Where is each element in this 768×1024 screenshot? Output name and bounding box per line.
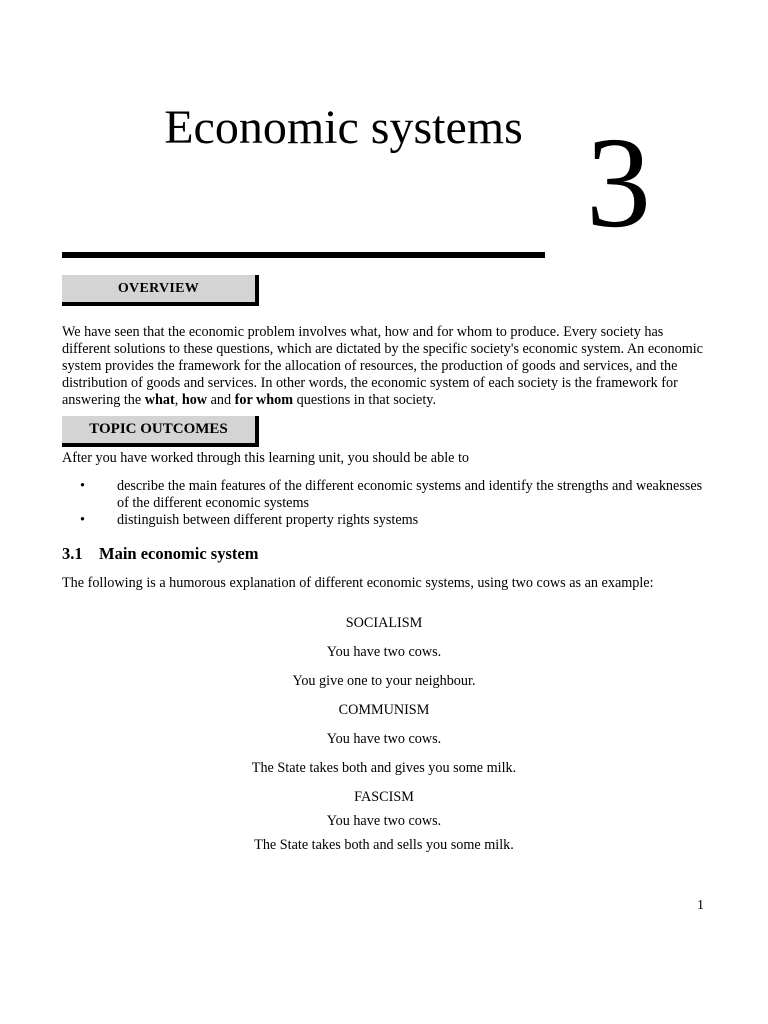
bold-how: how [181,392,208,408]
overview-separator-2: and [207,392,235,408]
list-item-text: distinguish between different property rights systems [117,512,419,528]
bold-what: what [144,392,175,408]
title-rule [62,252,545,258]
bold-for-whom: for whom [234,392,294,408]
communism-heading: COMMUNISM [338,702,430,718]
communism-line-2: The State takes both and gives you some milk. [251,760,517,776]
section-intro: The following is a humorous explanation of different economic systems, using two cows as an example: [62,575,654,591]
section-heading [62,544,258,564]
socialism-heading: SOCIALISM [345,615,423,631]
page-number: 1 [697,898,704,913]
bullet-icon: • [80,512,85,528]
list-item [62,478,712,512]
outcomes-intro: After you have worked through this learning unit, you should be able to [62,450,470,466]
overview-text-part-2: questions in that society. [293,392,437,408]
bullet-icon: • [80,478,85,494]
fascism-heading: FASCISM [354,789,414,805]
section-number: 3.1 [62,544,83,563]
socialism-line-1: You have two cows. [326,644,442,660]
chapter-title: Economic systems [164,101,523,154]
topic-outcomes-heading-box: TOPIC OUTCOMES [62,416,259,447]
outcomes-list [62,478,712,529]
list-item [62,512,712,529]
communism-line-1: You have two cows. [326,731,442,747]
section-title: Main economic system [99,544,259,563]
list-item-text: describe the main features of the different economic systems and identify the strengths and weaknesses of the different economic systems [117,478,703,511]
fascism-line-1: You have two cows. [326,813,442,829]
socialism-line-2: You give one to your neighbour. [292,673,476,689]
chapter-number: 3 [586,111,651,255]
overview-heading-box: OVERVIEW [62,275,259,306]
overview-paragraph [62,324,712,409]
fascism-line-2: The State takes both and sells you some milk. [254,837,514,853]
overview-separator-1: , [174,392,182,408]
overview-text-part-1: We have seen that the economic problem involves what, how and for whom to produce. Every society has different solutions to these questions, which are dictated by the specific society's economic system. An economic system provides the framework for the allocation of resources, the production of goods and services, and the distribution of goods and services. In other words, the economic system of each society is the framework for answering the [62,324,703,408]
